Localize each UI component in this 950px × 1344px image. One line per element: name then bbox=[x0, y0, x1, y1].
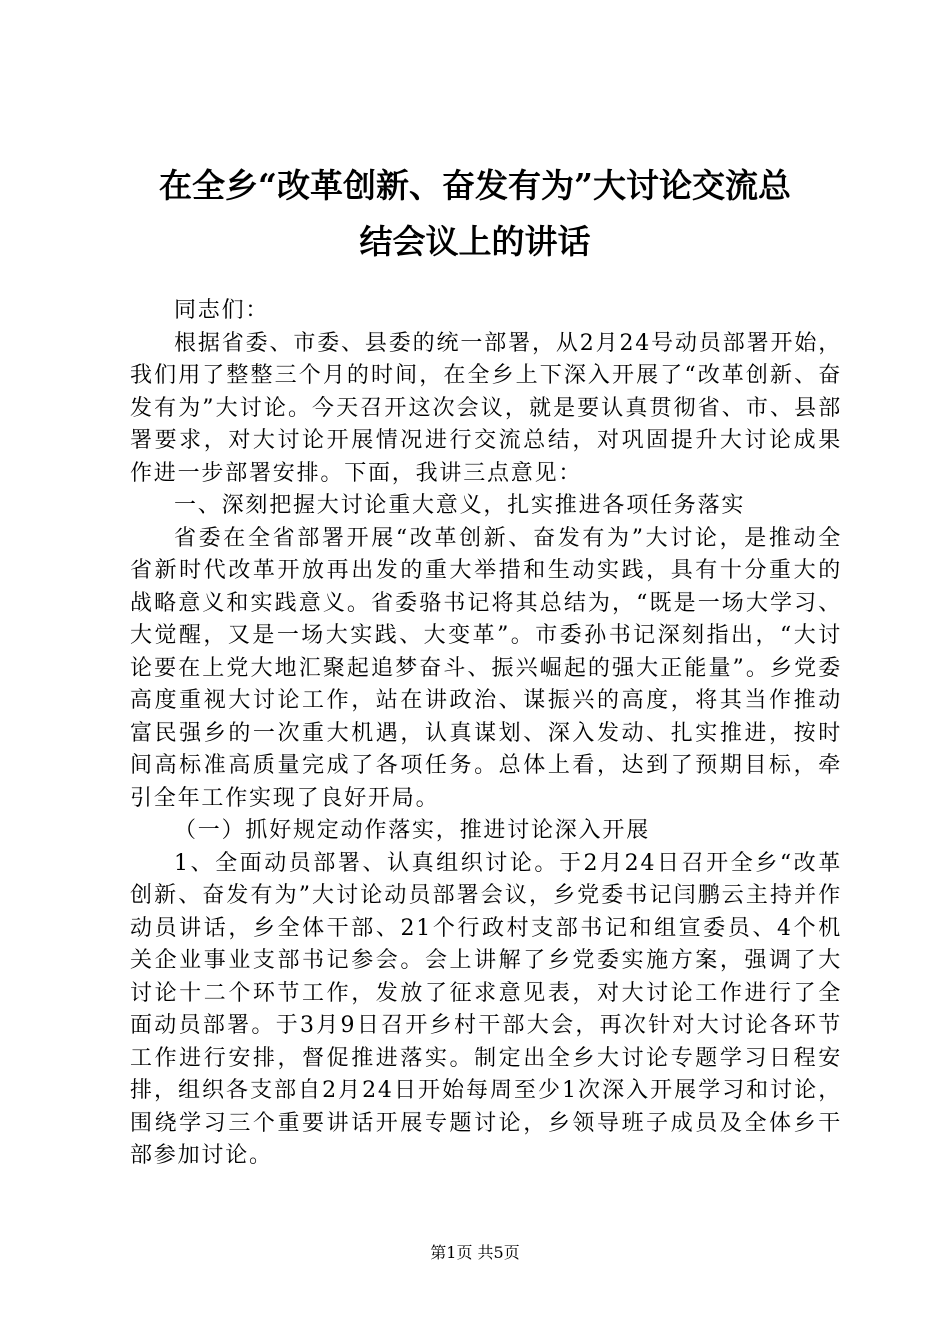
salutation: 同志们： bbox=[174, 298, 270, 323]
body-paragraph: 1、全面动员部署、认真组织讨论。于2月24日召开全乡“改革创新、奋发有为”大讨论动员部署会议，乡党委书记闫鹏云主持并作动员讲话，乡全体干部、21个行政村支部书记和组宣委员、4个机关企业事业支部书记参会。会上讲解了乡党委实施方案，强调了大讨论十二个环节工作，发放了征求意见表，对大讨论工作进行了全面动员部署。于3月9日召开乡村干部大会，再次针对大讨论各环节工作进行安排，督促推进落实。制定出全乡大讨论专题学习日程安排，组织各支部自2月24日开始每周至少1次深入开展学习和讨论，围绕学习三个重要讲话开展专题讨论，乡领导班子成员及全体乡干部参加讨论。 bbox=[130, 850, 842, 1168]
document-title-line-1: 在全乡“改革创新、奋发有为”大讨论交流总 bbox=[159, 166, 791, 205]
document-body bbox=[130, 295, 842, 1173]
page-footer: 第1页 共5页 bbox=[430, 1243, 520, 1262]
body-paragraph: 根据省委、市委、县委的统一部署，从2月24号动员部署开始，我们用了整整三个月的时间，在全乡上下深入开展了“改革创新、奋发有为”大讨论。今天召开这次会议，就是要认真贯彻省、市、县部署要求，对大讨论开展情况进行交流总结，对巩固提升大讨论成果作进一步部署安排。下面，我讲三点意见： bbox=[130, 330, 842, 486]
document-title-line-2: 结会议上的讲话 bbox=[359, 222, 591, 261]
section-heading: 一、深刻把握大讨论重大意义，扎实推进各项任务落实 bbox=[174, 493, 746, 518]
body-paragraph: 省委在全省部署开展“改革创新、奋发有为”大讨论，是推动全省新时代改革开放再出发的重大举措和生动实践，具有十分重大的战略意义和实践意义。省委骆书记将其总结为，“既是一场大学习、大觉醒，又是一场大实践、大变革”。市委孙书记深刻指出，“大讨论要在上党大地汇聚起追梦奋斗、振兴崛起的强大正能量”。乡党委高度重视大讨论工作，站在讲政治、谋振兴的高度，将其当作推动富民强乡的一次重大机遇，认真谋划、深入发动、扎实推进，按时间高标准高质量完成了各项任务。总体上看，达到了预期目标，牵引全年工作实现了良好开局。 bbox=[130, 525, 842, 811]
subsection-heading: （一）抓好规定动作落实，推进讨论深入开展 bbox=[174, 818, 651, 843]
